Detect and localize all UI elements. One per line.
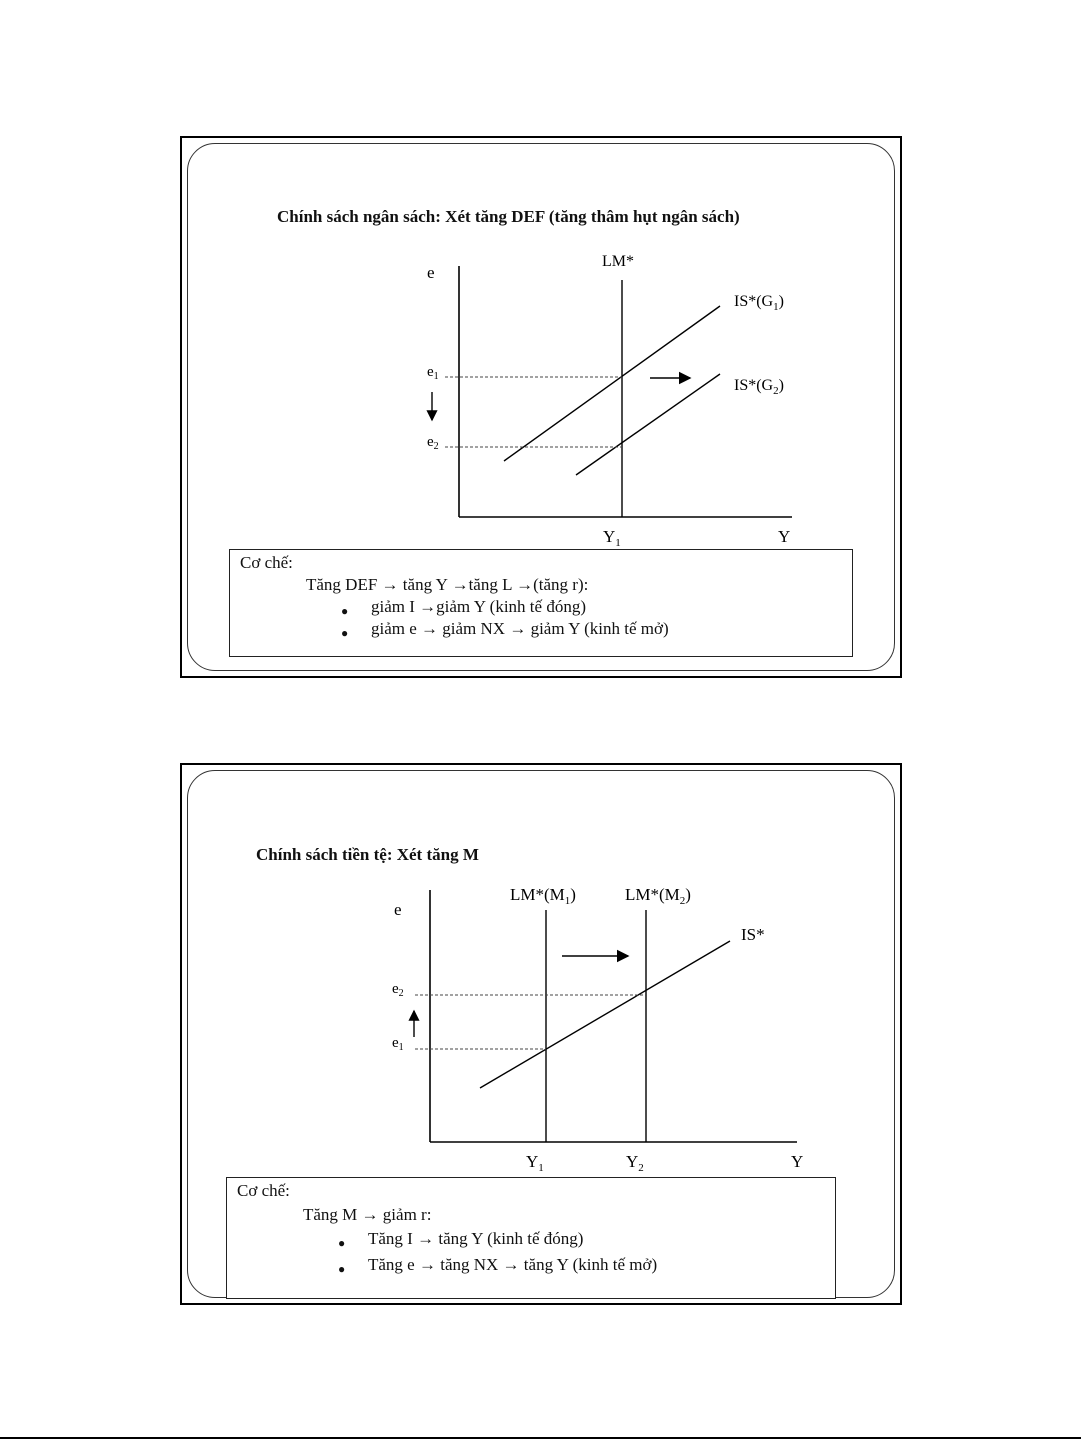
bullet-dot: ● — [338, 1236, 346, 1250]
mechanism-box — [226, 1177, 836, 1299]
y-axis-label: e — [394, 900, 402, 919]
lm-m2-label: $LM*(M_2)$ — [625, 885, 691, 907]
is-curve — [480, 941, 730, 1088]
mechanism-line: Tăng M → giảm r: — [303, 1205, 432, 1224]
mechanism-line: Tăng DEF → tăng Y →tăng L →(tăng r): — [306, 575, 589, 594]
bullet-dot: ● — [338, 1262, 346, 1276]
is-g2-label: $IS*(G_2)$ — [734, 377, 784, 397]
x-axis-label: Y — [778, 527, 791, 546]
bullet-dot: ● — [341, 626, 349, 640]
mechanism-bullet-2: giảm e → giảm NX → giảm Y (kinh tế mở) — [371, 619, 669, 638]
page-bottom-rule — [0, 1437, 1081, 1439]
e2-label: $e_2$ — [427, 434, 439, 452]
mechanism-bullet-1: Tăng I → tăng Y (kinh tế đóng) — [368, 1229, 584, 1248]
mechanism-heading: Cơ chế: — [237, 1181, 290, 1200]
e2-label: $e_2$ — [392, 981, 404, 999]
e1-label: $e_1$ — [392, 1035, 404, 1053]
slide-monetary-policy — [180, 763, 902, 1305]
y-axis-label: e — [427, 263, 435, 282]
slide-title: Chính sách tiền tệ: Xét tăng M — [256, 845, 479, 864]
is-curve-g2 — [576, 374, 720, 475]
mechanism-bullet-2: Tăng e → tăng NX → tăng Y (kinh tế mở) — [368, 1255, 658, 1274]
lm-label: LM* — [602, 253, 634, 270]
lm-m1-label: $LM*(M_1)$ — [510, 885, 576, 907]
y1-label: $Y_1$ — [603, 527, 621, 549]
e1-label: $e_1$ — [427, 364, 439, 382]
mechanism-bullet-1: giảm I →giảm Y (kinh tế đóng) — [371, 597, 586, 616]
y1-label: $Y_1$ — [526, 1152, 544, 1174]
slide-title: Chính sách ngân sách: Xét tăng DEF (tăng thâm hụt ngân sách) — [277, 207, 740, 226]
slide-fiscal-policy — [180, 136, 902, 678]
bullet-dot: ● — [341, 604, 349, 618]
mechanism-box — [229, 549, 853, 657]
mechanism-heading: Cơ chế: — [240, 553, 293, 572]
x-axis-label: Y — [791, 1152, 804, 1171]
is-curve-g1 — [504, 306, 720, 461]
y2-label: $Y_2$ — [626, 1152, 644, 1174]
is-label: IS* — [741, 925, 765, 944]
is-g1-label: $IS*(G_1)$ — [734, 293, 784, 313]
